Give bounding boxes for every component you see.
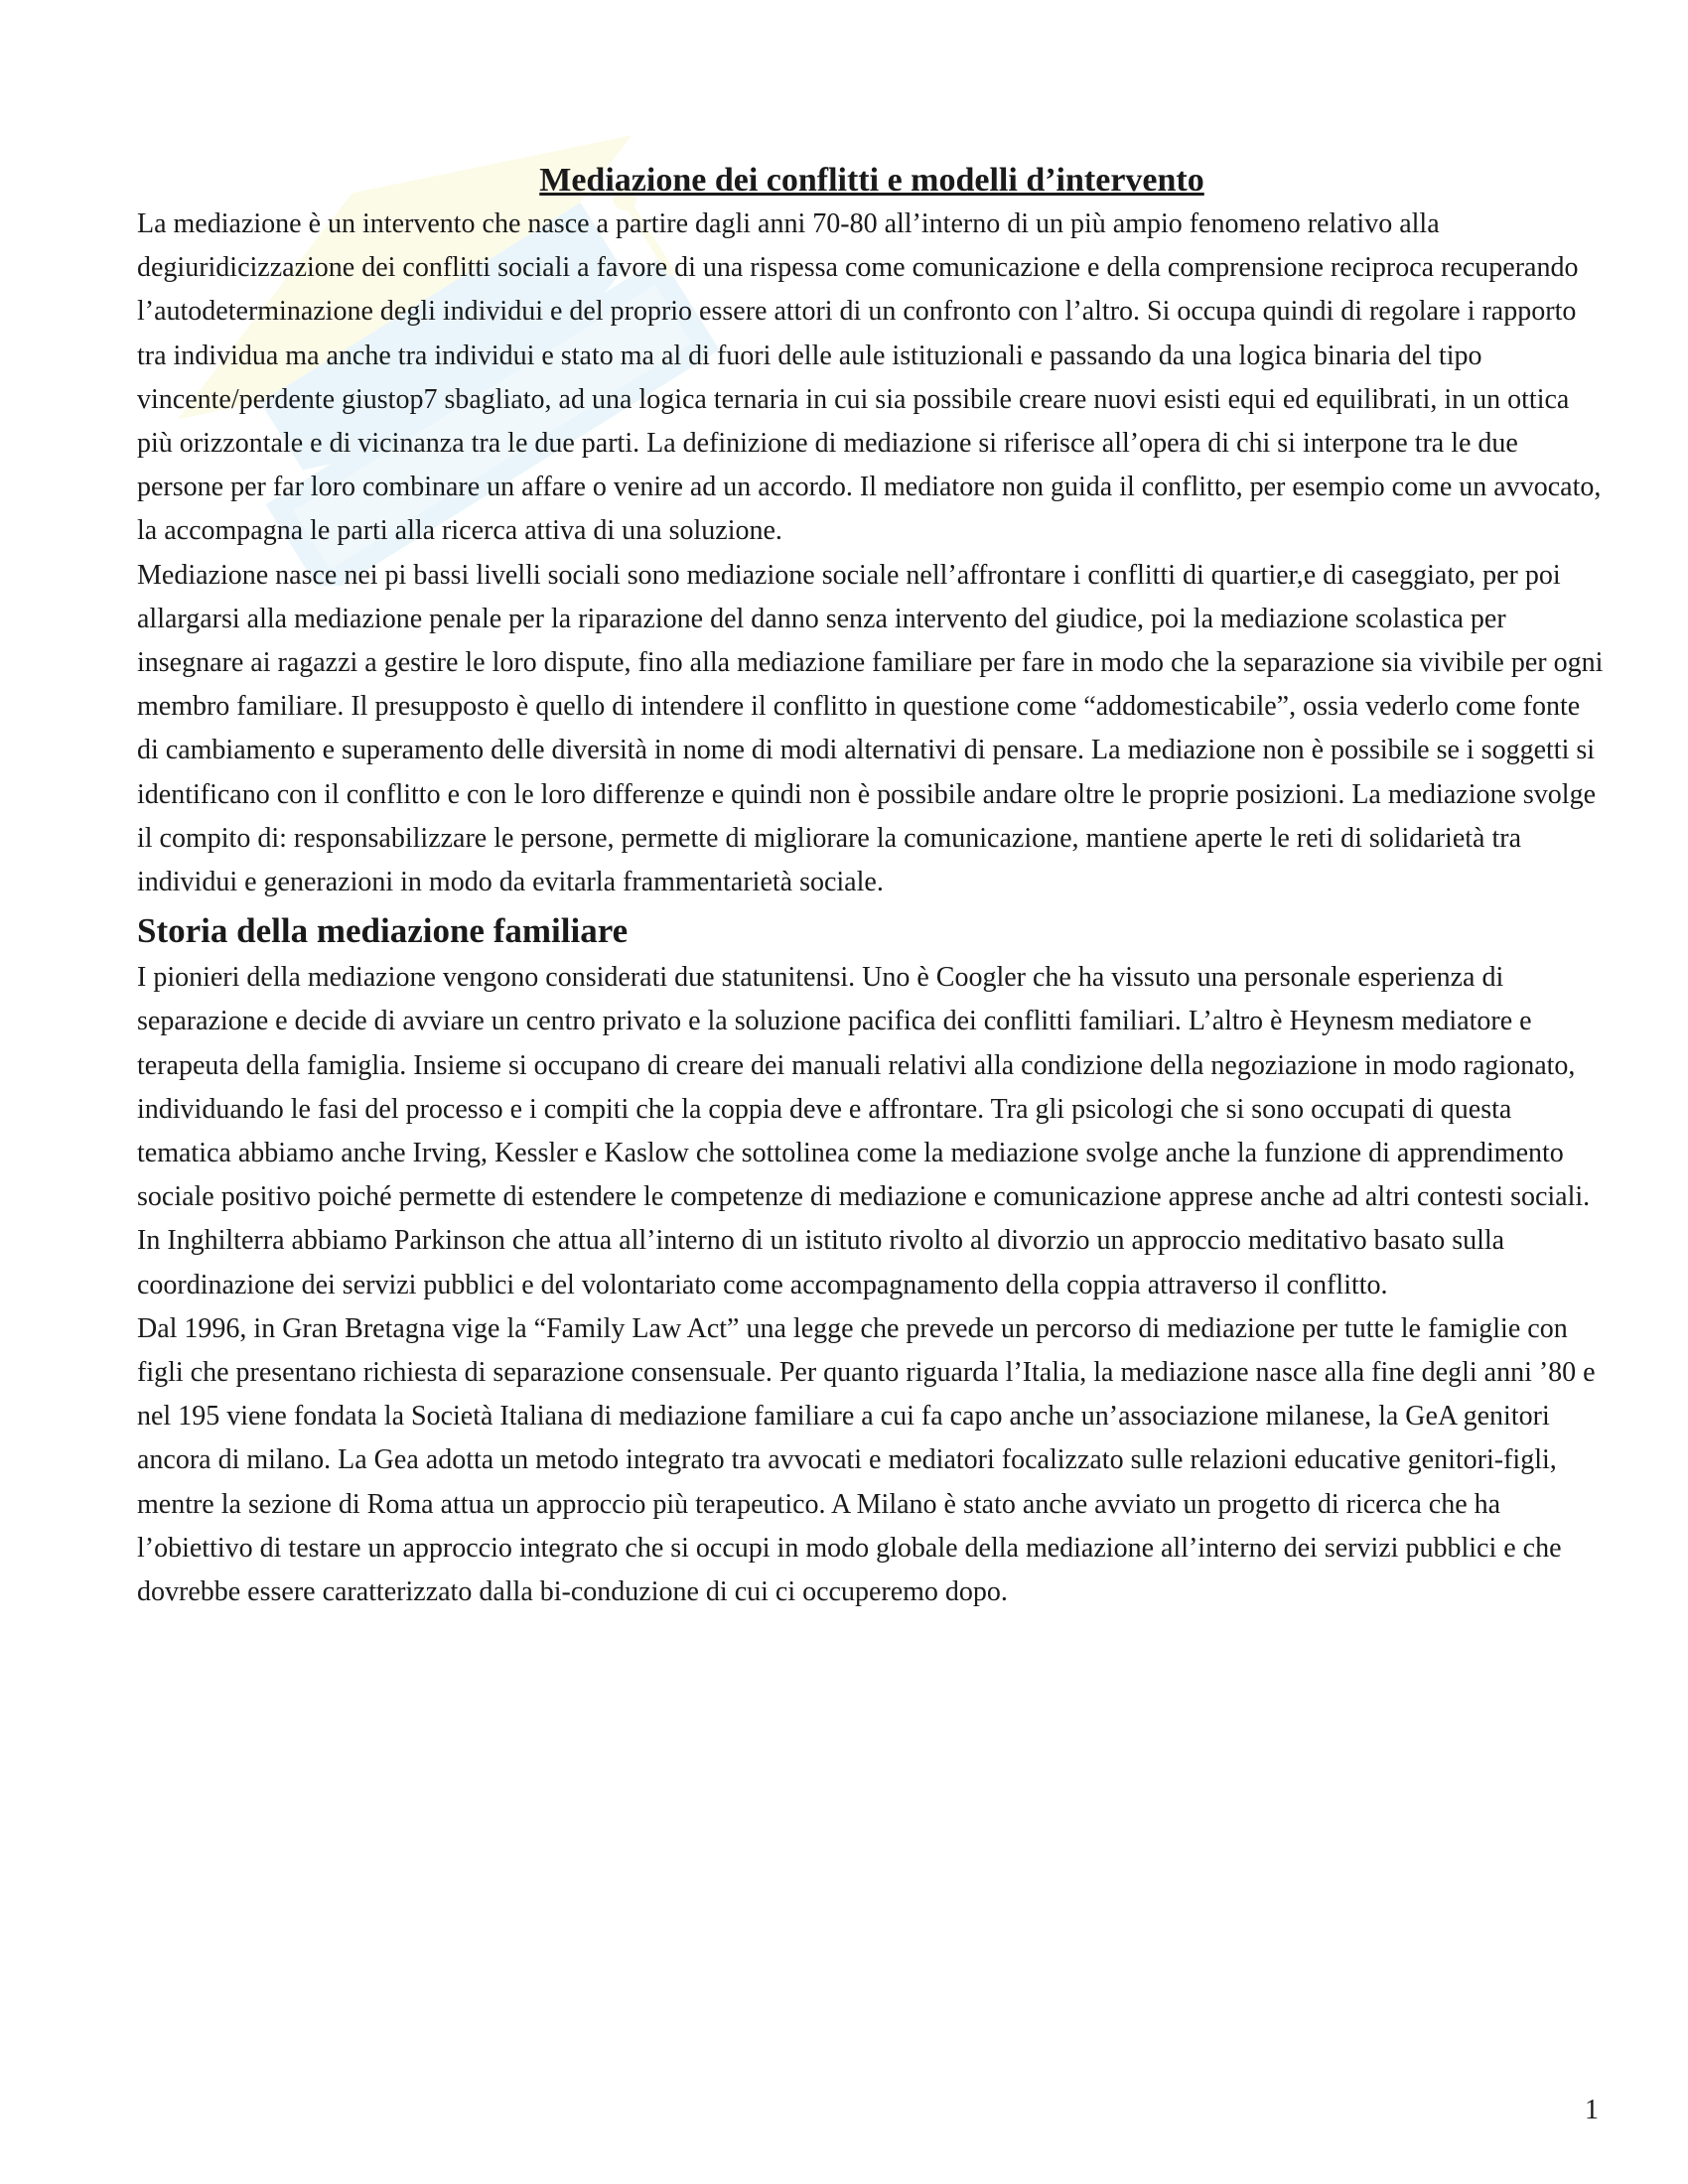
page-number: 1 [1585, 2095, 1599, 2125]
paragraph-mediation-levels: Mediazione nasce nei pi bassi livelli sociali sono mediazione sociale nell’affrontare i conflitti di quartier,e di caseggiato, per poi allargarsi alla mediazione penale per la riparazione del danno senza intervento del giudice, poi la mediazione scolastica per insegnare ai ragazzi a gestire le loro dispute, fino alla mediazione familiare per fare in modo che la separazione sia vivibile per ogni membro familiare. Il presupposto è quello di intendere il conflitto in questione come “addomesticabile”, ossia vederlo come fonte di cambiamento e superamento delle diversità in nome di modi alternativi di pensare. La mediazione non è possibile se i soggetti si identificano con il conflitto e con le loro differenze e quindi non è possibile andare oltre le proprie posizioni. La mediazione svolge il compito di: responsabilizzare le persone, permette di migliorare la comunicazione, mantiene aperte le reti di solidarietà tra individui e generazioni in modo da evitarla frammentarietà sociale. [137, 559, 1604, 898]
section-heading-history: Storia della mediazione familiare [137, 911, 629, 951]
document-title: Mediazione dei conflitti e modelli d’intervento [539, 162, 1204, 199]
paragraph-pioneers: I pionieri della mediazione vengono considerati due statunitensi. Uno è Coogler che ha vissuto una personale esperienza di separazione e decide di avviare un centro privato e la soluzione pacifica dei conflitti familiari. L’altro è Heynesm mediatore e terapeuta della famiglia. Insieme si occupano di creare dei manuali relativi alla condizione della negoziazione in modo ragionato, individuando le fasi del processo e i compiti che la coppia deve e affrontare. Tra gli psicologi che si sono occupati di questa tematica abbiamo anche Irving, Kessler e Kaslow che sottolinea come la mediazione svolge anche la funzione di apprendimento sociale positivo poiché permette di estendere le competenze di mediazione e comunicazione apprese anche ad altri contesti sociali. In Inghilterra abbiamo Parkinson che attua all’interno di un istituto rivolto al divorzio un approccio meditativo basato sulla coordinazione dei servizi pubblici e del volontariato come accompagnamento della coppia attraverso il conflitto. [137, 962, 1591, 1300]
paragraph-intro: La mediazione è un intervento che nasce a partire dagli anni 70-80 all’interno di un più ampio fenomeno relativo alla degiuridicizzazione dei conflitti sociali a favore di una rispessa come comunicazione e della comprensione reciproca recuperando l’autodeterminazione degli individui e del proprio essere attori di un confronto con l’altro. Si occupa quindi di regolare i rapporto tra individua ma anche tra individui e stato ma al di fuori delle aule istituzionali e passando da una logica binaria del tipo vincente/perdente giustop7 sbagliato, ad una logica ternaria in cui sia possibile creare nuovi esisti equi ed equilibrati, in un ottica più orizzontale e di vicinanza tra le due parti. La definizione di mediazione si riferisce all’opera di chi si interpone tra le due persone per far loro combinare un affare o venire ad un accordo. Il mediatore non guida il conflitto, per esempio come un avvocato, la accompagna le parti alla ricerca attiva di una soluzione. [137, 208, 1602, 547]
paragraph-italy: Dal 1996, in Gran Bretagna vige la “Family Law Act” una legge che prevede un percorso di mediazione per tutte le famiglie con figli che presentano richiesta di separazione consensuale. Per quanto riguarda l’Italia, la mediazione nasce alla fine degli anni ’80 e nel 195 viene fondata la Società Italiana di mediazione familiare a cui fa capo anche un’associazione milanese, la GeA genitori ancora di milano. La Gea adotta un metodo integrato tra avvocati e mediatori focalizzato sulle relazioni educative genitori-figli, mentre la sezione di Roma attua un approccio più terapeutico. A Milano è stato anche avviato un progetto di ricerca che ha l’obiettivo di testare un approccio integrato che si occupi in modo globale della mediazione all’interno dei servizi pubblici e che dovrebbe essere caratterizzato dalla bi-conduzione di cui ci occuperemo dopo. [137, 1312, 1596, 1608]
document-page [137, 161, 1607, 1614]
